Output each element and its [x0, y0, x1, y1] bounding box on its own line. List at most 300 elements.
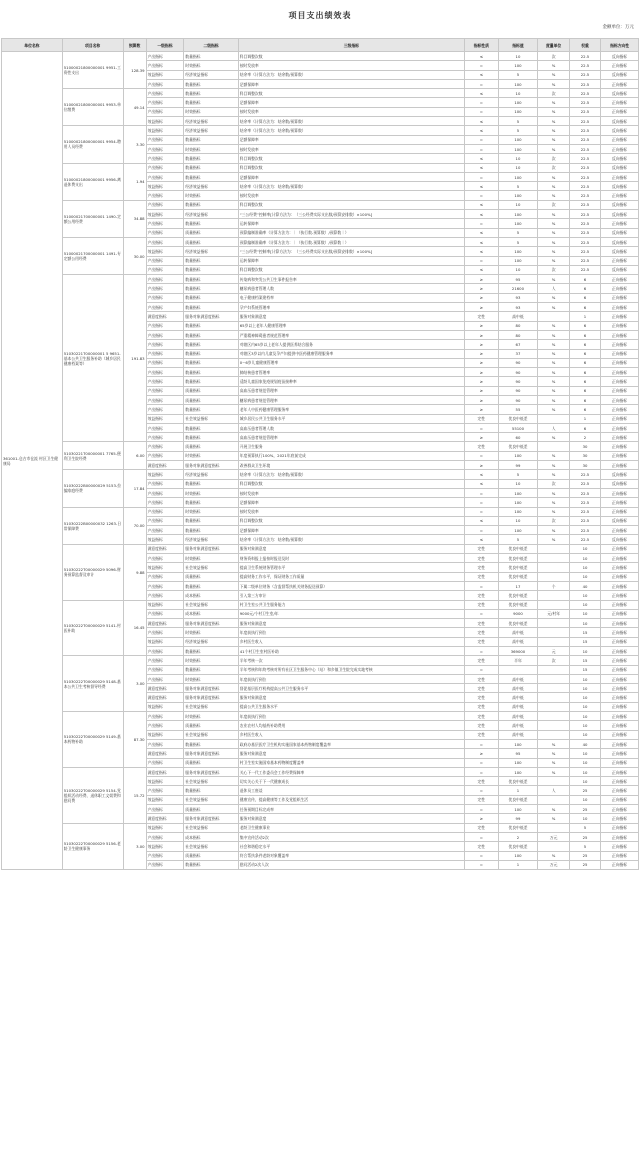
project-name-cell: 51030222T00000029 5148-基本公共卫生考核督导经费	[62, 656, 123, 712]
measure-unit-cell: %	[538, 61, 569, 70]
level3-indicator-cell: 结余率（计算方法为：结余数/预算数）	[238, 126, 464, 135]
level3-indicator-cell: 半年考核和年终考核对所有社区卫生服务中心（站）和乡镇卫生院完成实地考核	[238, 665, 464, 674]
measure-unit-cell: %	[538, 368, 569, 377]
indicator-nature-cell: 定性	[465, 712, 499, 721]
level3-indicator-cell: 高血压患者规范管理率	[238, 386, 464, 395]
weight-cell: 22.5	[569, 256, 600, 265]
indicator-value-cell: 37	[498, 349, 538, 358]
level2-indicator-cell: 服务对象满意度指标	[184, 749, 238, 758]
weight-cell: 25	[569, 805, 600, 814]
measure-unit-cell: %	[538, 144, 569, 153]
measure-unit-cell	[538, 674, 569, 683]
level3-indicator-cell: 足额保障率	[238, 79, 464, 88]
indicator-value-cell: 95	[498, 275, 538, 284]
level3-indicator-cell: “三公经费”控制率[计算方法为：（三公经费实际支出数/预算安排数）×100%]	[238, 247, 464, 256]
weight-cell: 5	[569, 842, 600, 851]
indicator-nature-cell: =	[465, 135, 499, 144]
direction-cell: 正向指标	[601, 488, 639, 497]
level3-indicator-cell: 下属二级单位财务（含监督帮扶机关财务报送预算）	[238, 581, 464, 590]
budget-amount-cell: 1.94	[123, 163, 146, 200]
indicator-nature-cell: =	[465, 786, 499, 795]
weight-cell: 25	[569, 851, 600, 860]
direction-cell: 正向指标	[601, 507, 639, 516]
level1-indicator-cell: 产出指标	[146, 674, 184, 683]
indicator-value-cell: 99	[498, 461, 538, 470]
indicator-value-cell: 10	[498, 163, 538, 172]
level2-indicator-cell: 质量指标	[184, 386, 238, 395]
level2-indicator-cell: 数量指标	[184, 739, 238, 748]
direction-cell: 正向指标	[601, 860, 639, 869]
table-row	[2, 89, 639, 98]
level2-indicator-cell: 质量指标	[184, 442, 238, 451]
weight-cell: 10	[569, 544, 600, 553]
indicator-value-cell: 高中低	[498, 721, 538, 730]
direction-cell: 正向指标	[601, 823, 639, 832]
level3-indicator-cell: 服务对象满意度	[238, 814, 464, 823]
weight-cell: 22.5	[569, 470, 600, 479]
level3-indicator-cell: “三公经费”控制率[计算方法为：（三公经费实际支出数/预算安排数）×100%]	[238, 210, 464, 219]
indicator-nature-cell: ≤	[465, 210, 499, 219]
weight-cell: 22.5	[569, 526, 600, 535]
direction-cell: 正向指标	[601, 526, 639, 535]
weight-cell: 2	[569, 433, 600, 442]
project-name-cell: 51030222T00000029 5156-老龄卫生健康事务	[62, 823, 123, 869]
weight-cell: 22.5	[569, 265, 600, 274]
budget-amount-cell: 3.00	[123, 823, 146, 869]
level1-indicator-cell: 产出指标	[146, 275, 184, 284]
level1-indicator-cell: 产出指标	[146, 507, 184, 516]
direction-cell: 正向指标	[601, 609, 639, 618]
level2-indicator-cell: 社会效益指标	[184, 563, 238, 572]
level1-indicator-cell: 效益指标	[146, 637, 184, 646]
level3-indicator-cell: 老龄卫生健康事业	[238, 823, 464, 832]
indicator-nature-cell: =	[465, 107, 499, 116]
indicator-value-cell: 90	[498, 395, 538, 404]
direction-cell: 正向指标	[601, 647, 639, 656]
level2-indicator-cell: 数量指标	[184, 98, 238, 107]
level1-indicator-cell: 产出指标	[146, 516, 184, 525]
indicator-value-cell: 100	[498, 256, 538, 265]
direction-cell: 正向指标	[601, 284, 639, 293]
weight-cell: 22.5	[569, 516, 600, 525]
indicator-value-cell: 高中低	[498, 674, 538, 683]
project-name-cell: 51030221T00000001 5 9651-基本公共卫生服务补助（城乡居民健康档案等）	[62, 275, 123, 442]
indicator-nature-cell: ≥	[465, 275, 499, 284]
measure-unit-cell: %	[538, 805, 569, 814]
indicator-nature-cell: ≥	[465, 377, 499, 386]
measure-unit-cell: %	[538, 275, 569, 284]
level2-indicator-cell: 经济效益指标	[184, 637, 238, 646]
direction-cell: 正向指标	[601, 563, 639, 572]
level3-indicator-cell: 糖尿病患者管理人数	[238, 284, 464, 293]
indicator-nature-cell: =	[465, 451, 499, 460]
indicator-nature-cell: 定性	[465, 600, 499, 609]
table-row	[2, 544, 639, 553]
table-row	[2, 656, 639, 665]
indicator-value-cell: 100	[498, 107, 538, 116]
direction-cell: 反向指标	[601, 126, 639, 135]
indicator-nature-cell: ≤	[465, 247, 499, 256]
indicator-nature-cell: ≥	[465, 368, 499, 377]
table-row	[2, 823, 639, 832]
direction-cell: 正向指标	[601, 805, 639, 814]
measure-unit-cell	[538, 619, 569, 628]
indicator-value-cell: 优良中低差	[498, 572, 538, 581]
measure-unit-cell: %	[538, 461, 569, 470]
indicator-value-cell: 5	[498, 535, 538, 544]
level2-indicator-cell: 数量指标	[184, 516, 238, 525]
indicator-value-cell: 93	[498, 303, 538, 312]
level2-indicator-cell: 社会效益指标	[184, 842, 238, 851]
level2-indicator-cell: 经济效益指标	[184, 470, 238, 479]
indicator-value-cell: 100	[498, 144, 538, 153]
measure-unit-cell	[538, 442, 569, 451]
level1-indicator-cell: 产出指标	[146, 498, 184, 507]
indicator-value-cell: 55	[498, 405, 538, 414]
indicator-value-cell: 5	[498, 237, 538, 246]
direction-cell: 反向指标	[601, 535, 639, 544]
level3-indicator-cell: 城乡居民公共卫生服务水平	[238, 414, 464, 423]
weight-cell: 22.5	[569, 191, 600, 200]
indicator-nature-cell: ≤	[465, 535, 499, 544]
budget-amount-cell: 49.14	[123, 89, 146, 126]
level3-indicator-cell: 年度前执行到位	[238, 674, 464, 683]
weight-cell: 22.5	[569, 52, 600, 61]
indicator-nature-cell: 定性	[465, 693, 499, 702]
direction-cell: 正向指标	[601, 498, 639, 507]
direction-cell: 反向指标	[601, 479, 639, 488]
level1-indicator-cell: 产出指标	[146, 832, 184, 841]
level2-indicator-cell: 质量指标	[184, 395, 238, 404]
weight-cell: 22.5	[569, 535, 600, 544]
level1-indicator-cell: 产出指标	[146, 144, 184, 153]
indicator-value-cell: 优良中低差	[498, 414, 538, 423]
indicator-nature-cell: ≤	[465, 70, 499, 79]
level2-indicator-cell: 数量指标	[184, 303, 238, 312]
measure-unit-cell: %	[538, 358, 569, 367]
direction-cell: 正向指标	[601, 312, 639, 321]
level2-indicator-cell: 数量指标	[184, 581, 238, 590]
table-row	[2, 507, 639, 516]
measure-unit-cell: %	[538, 256, 569, 265]
indicator-nature-cell: =	[465, 144, 499, 153]
indicator-value-cell: 100	[498, 79, 538, 88]
measure-unit-cell: 次	[538, 154, 569, 163]
level1-indicator-cell: 效益指标	[146, 414, 184, 423]
indicator-value-cell: 优良中低差	[498, 591, 538, 600]
project-name-cell: 51000021800000001 9956-离退休费支出	[62, 163, 123, 200]
indicator-value-cell: 高中低	[498, 628, 538, 637]
weight-cell: 10	[569, 600, 600, 609]
level2-indicator-cell: 质量指标	[184, 572, 238, 581]
weight-cell: 30	[569, 461, 600, 470]
level3-indicator-cell: 结余率（计算方法为：结余数/预算数）	[238, 117, 464, 126]
level1-indicator-cell: 产出指标	[146, 628, 184, 637]
indicator-value-cell: 高中低	[498, 684, 538, 693]
measure-unit-cell	[538, 637, 569, 646]
indicator-value-cell: 100	[498, 498, 538, 507]
budget-amount-cell: 9.88	[123, 544, 146, 600]
direction-cell: 正向指标	[601, 656, 639, 665]
level2-indicator-cell: 质量指标	[184, 228, 238, 237]
direction-cell: 正向指标	[601, 191, 639, 200]
indicator-value-cell: 高中低	[498, 712, 538, 721]
direction-cell: 正向指标	[601, 256, 639, 265]
weight-cell: 6	[569, 423, 600, 432]
indicator-value-cell: 100	[498, 247, 538, 256]
level3-indicator-cell: 财务资料报上报按时报送及时	[238, 554, 464, 563]
level1-indicator-cell: 产出指标	[146, 228, 184, 237]
level3-indicator-cell: 运转保障率	[238, 256, 464, 265]
weight-cell: 10	[569, 684, 600, 693]
level3-indicator-cell: 老年人中医药健康管理服务率	[238, 405, 464, 414]
indicator-nature-cell: 定性	[465, 656, 499, 665]
level3-indicator-cell: 社会和谐稳定水平	[238, 842, 464, 851]
measure-unit-cell: 元	[538, 647, 569, 656]
level2-indicator-cell: 数量指标	[184, 786, 238, 795]
level3-indicator-cell: 高血压患者管理人数	[238, 423, 464, 432]
measure-unit-cell: 万元	[538, 832, 569, 841]
level2-indicator-cell: 经济效益指标	[184, 70, 238, 79]
indicator-nature-cell: ≤	[465, 126, 499, 135]
measure-unit-cell: %	[538, 451, 569, 460]
indicator-nature-cell: ≤	[465, 479, 499, 488]
level3-indicator-cell: 督促基层医疗机构提高公共卫生服务水平	[238, 684, 464, 693]
column-header: 权重	[569, 39, 600, 52]
column-header: 单位名称	[2, 39, 63, 52]
direction-cell: 正向指标	[601, 293, 639, 302]
indicator-value-cell: 100	[498, 758, 538, 767]
indicator-nature-cell: ≤	[465, 182, 499, 191]
indicator-nature-cell: ≤	[465, 117, 499, 126]
level1-indicator-cell: 满意度指标	[146, 619, 184, 628]
indicator-nature-cell: =	[465, 256, 499, 265]
indicator-value-cell: 优良中低差	[498, 795, 538, 804]
indicator-nature-cell: ≤	[465, 265, 499, 274]
weight-cell: 6	[569, 368, 600, 377]
weight-cell: 15	[569, 665, 600, 674]
level2-indicator-cell: 服务对象满意度指标	[184, 312, 238, 321]
measure-unit-cell: %	[538, 182, 569, 191]
weight-cell: 22.5	[569, 70, 600, 79]
direction-cell: 正向指标	[601, 461, 639, 470]
measure-unit-cell: %	[538, 470, 569, 479]
direction-cell: 正向指标	[601, 684, 639, 693]
indicator-value-cell: 优良中低差	[498, 619, 538, 628]
level2-indicator-cell: 经济效益指标	[184, 210, 238, 219]
level2-indicator-cell: 时效指标	[184, 488, 238, 497]
indicator-nature-cell: 定性	[465, 674, 499, 683]
level1-indicator-cell: 产出指标	[146, 107, 184, 116]
direction-cell: 正向指标	[601, 219, 639, 228]
level2-indicator-cell: 时效指标	[184, 554, 238, 563]
level2-indicator-cell: 数量指标	[184, 368, 238, 377]
weight-cell: 10	[569, 554, 600, 563]
level1-indicator-cell: 产出指标	[146, 368, 184, 377]
measure-unit-cell: %	[538, 219, 569, 228]
indicator-value-cell: 10	[498, 200, 538, 209]
level2-indicator-cell: 经济效益指标	[184, 126, 238, 135]
level2-indicator-cell: 数量指标	[184, 265, 238, 274]
measure-unit-cell: %	[538, 172, 569, 181]
table-row	[2, 200, 639, 209]
weight-cell: 15	[569, 637, 600, 646]
measure-unit-cell: %	[538, 303, 569, 312]
measure-unit-cell	[538, 702, 569, 711]
level2-indicator-cell: 服务对象满意度指标	[184, 684, 238, 693]
level2-indicator-cell: 数量指标	[184, 479, 238, 488]
level3-indicator-cell: 慰问活动2次人次	[238, 860, 464, 869]
level3-indicator-cell: 对辖区内65岁以上老年人提供医养结合服务	[238, 340, 464, 349]
indicator-nature-cell: =	[465, 805, 499, 814]
indicator-value-cell: 10	[498, 265, 538, 274]
level1-indicator-cell: 产出指标	[146, 135, 184, 144]
direction-cell: 正向指标	[601, 777, 639, 786]
level3-indicator-cell: 高血压患者规范管理率	[238, 433, 464, 442]
weight-cell: 6	[569, 405, 600, 414]
indicator-nature-cell: =	[465, 665, 499, 674]
direction-cell: 反向指标	[601, 70, 639, 79]
table-row	[2, 712, 639, 721]
indicator-value-cell: 10	[498, 89, 538, 98]
measure-unit-cell: %	[538, 739, 569, 748]
direction-cell: 正向指标	[601, 340, 639, 349]
measure-unit-cell: 次	[538, 479, 569, 488]
indicator-value-cell: 优良中低差	[498, 442, 538, 451]
level3-indicator-cell: 引入第三方审计	[238, 591, 464, 600]
level1-indicator-cell: 产出指标	[146, 98, 184, 107]
level1-indicator-cell: 产出指标	[146, 805, 184, 814]
level2-indicator-cell: 数量指标	[184, 665, 238, 674]
level1-indicator-cell: 产出指标	[146, 851, 184, 860]
indicator-value-cell: 5	[498, 228, 538, 237]
direction-cell: 正向指标	[601, 712, 639, 721]
level2-indicator-cell: 成本指标	[184, 591, 238, 600]
level3-indicator-cell: 9000元/个村卫生室/年	[238, 609, 464, 618]
project-name-cell: 51030221T00000001 7765-便利卫生院经费	[62, 442, 123, 470]
direction-cell: 正向指标	[601, 674, 639, 683]
direction-cell: 正向指标	[601, 619, 639, 628]
measure-unit-cell	[538, 572, 569, 581]
level2-indicator-cell: 数量指标	[184, 860, 238, 869]
indicator-nature-cell: 定性	[465, 591, 499, 600]
weight-cell: 10	[569, 730, 600, 739]
level3-indicator-cell: 政府办基层医疗卫生机构实施国家基本药物制度覆盖率	[238, 739, 464, 748]
budget-amount-cell: 16.45	[123, 600, 146, 656]
direction-cell: 正向指标	[601, 842, 639, 851]
weight-cell: 1	[569, 414, 600, 423]
level1-indicator-cell: 效益指标	[146, 563, 184, 572]
indicator-nature-cell: =	[465, 739, 499, 748]
level3-indicator-cell: 乡村医生收入	[238, 730, 464, 739]
level1-indicator-cell: 产出指标	[146, 479, 184, 488]
weight-cell: 10	[569, 619, 600, 628]
project-name-cell: 51030222T00000029 5154-党组织活动经费、退休职工文娱费和慰问费	[62, 767, 123, 823]
indicator-nature-cell: ≥	[465, 349, 499, 358]
indicator-value-cell: 80	[498, 330, 538, 339]
project-name-cell: 51030222T00000029 5149-基本药物补助	[62, 712, 123, 768]
level2-indicator-cell: 时效指标	[184, 451, 238, 460]
indicator-value-cell: 优良中低差	[498, 842, 538, 851]
direction-cell: 反向指标	[601, 470, 639, 479]
indicator-nature-cell: =	[465, 767, 499, 776]
level3-indicator-cell: 按时发放率	[238, 191, 464, 200]
level1-indicator-cell: 产出指标	[146, 395, 184, 404]
indicator-value-cell: 10	[498, 154, 538, 163]
level1-indicator-cell: 满意度指标	[146, 544, 184, 553]
level2-indicator-cell: 数量指标	[184, 275, 238, 284]
indicator-value-cell: 95	[498, 749, 538, 758]
unit-note: 金额单位：万元	[602, 25, 634, 30]
indicator-value-cell: 100	[498, 451, 538, 460]
indicator-nature-cell: ≤	[465, 89, 499, 98]
indicator-value-cell: 优良中低差	[498, 563, 538, 572]
level3-indicator-cell: 结余率（计算方法为：结余数/预算数）	[238, 182, 464, 191]
indicator-nature-cell: =	[465, 98, 499, 107]
indicator-nature-cell: ≥	[465, 814, 499, 823]
indicator-nature-cell: ≤	[465, 237, 499, 246]
direction-cell: 正向指标	[601, 758, 639, 767]
indicator-value-cell	[498, 665, 538, 674]
indicator-value-cell: 10	[498, 52, 538, 61]
weight-cell: 10	[569, 814, 600, 823]
direction-cell: 正向指标	[601, 377, 639, 386]
level1-indicator-cell: 效益指标	[146, 702, 184, 711]
level1-indicator-cell: 产出指标	[146, 284, 184, 293]
measure-unit-cell: 个	[538, 581, 569, 590]
level1-indicator-cell: 满意度指标	[146, 767, 184, 776]
level3-indicator-cell: 按时发放率	[238, 507, 464, 516]
level3-indicator-cell: 预算编制准确率（计算方法为：｜（执行数-预算数）/预算数｜）	[238, 228, 464, 237]
indicator-value-cell: 高中低	[498, 702, 538, 711]
level1-indicator-cell: 产出指标	[146, 721, 184, 730]
indicator-nature-cell: =	[465, 79, 499, 88]
indicator-value-cell: 60	[498, 433, 538, 442]
level3-indicator-cell: 0~6岁儿童健康管理率	[238, 358, 464, 367]
weight-cell: 22.5	[569, 79, 600, 88]
table-row	[2, 600, 639, 609]
level3-indicator-cell: 退休员工座谈	[238, 786, 464, 795]
level2-indicator-cell: 成本指标	[184, 609, 238, 618]
level2-indicator-cell: 数量指标	[184, 256, 238, 265]
measure-unit-cell	[538, 712, 569, 721]
indicator-value-cell: 1	[498, 786, 538, 795]
direction-cell: 正向指标	[601, 98, 639, 107]
measure-unit-cell: %	[538, 433, 569, 442]
direction-cell: 反向指标	[601, 163, 639, 172]
column-header: 指标值	[498, 39, 538, 52]
level2-indicator-cell: 经济效益指标	[184, 247, 238, 256]
indicator-value-cell: 100	[498, 507, 538, 516]
weight-cell: 6	[569, 284, 600, 293]
level3-indicator-cell: 服务对象满意度	[238, 749, 464, 758]
direction-cell: 正向指标	[601, 423, 639, 432]
measure-unit-cell: %	[538, 395, 569, 404]
level2-indicator-cell: 服务对象满意度指标	[184, 461, 238, 470]
indicator-nature-cell: 定性	[465, 637, 499, 646]
level1-indicator-cell: 满意度指标	[146, 684, 184, 693]
weight-cell: 25	[569, 832, 600, 841]
level1-indicator-cell: 产出指标	[146, 554, 184, 563]
column-header: 指标性质	[465, 39, 499, 52]
indicator-value-cell: 优良中低差	[498, 544, 538, 553]
weight-cell: 10	[569, 721, 600, 730]
budget-amount-cell: 34.88	[123, 200, 146, 237]
direction-cell: 正向指标	[601, 851, 639, 860]
weight-cell: 5	[569, 823, 600, 832]
indicator-value-cell: 9000	[498, 609, 538, 618]
budget-amount-cell: 128.39	[123, 52, 146, 89]
